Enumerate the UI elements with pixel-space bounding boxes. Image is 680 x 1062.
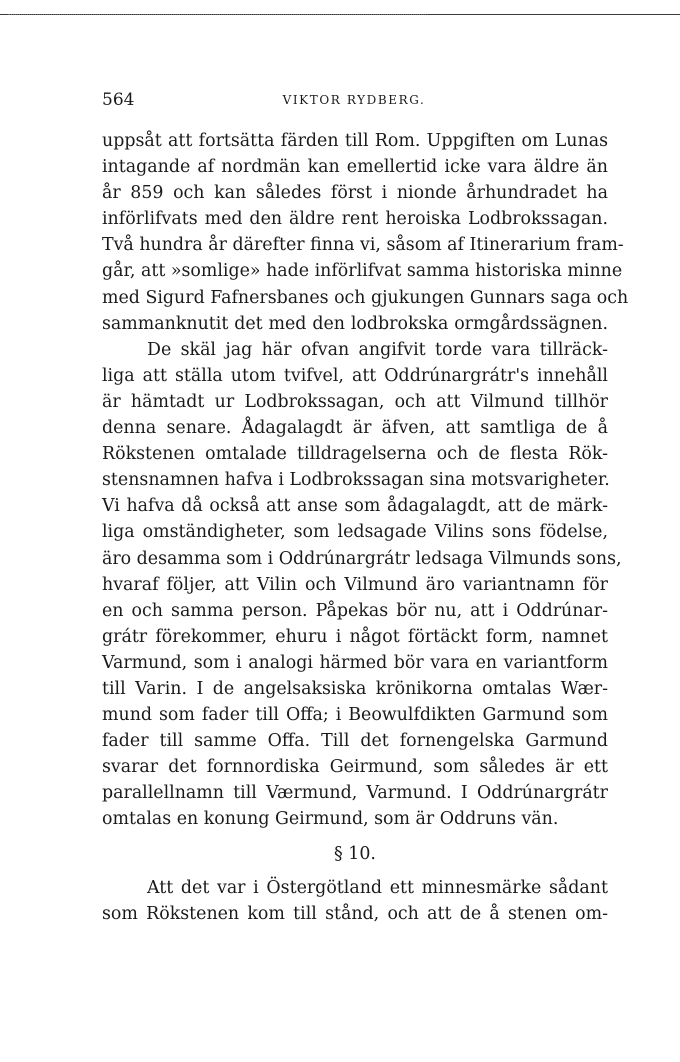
paragraph-1 — [102, 128, 629, 337]
text-line: införlifvats med den äldre rent heroiska Lodbrokssagan. — [102, 209, 608, 230]
text-line: liga att ställa utom tvifvel, att Oddrúnargrátr's innehåll — [102, 365, 608, 386]
text-line: äro desamma som i Oddrúnargrátr ledsaga Vilmunds sons, — [102, 548, 622, 569]
text-line: denna senare. Ådagalagdt är äfven, att samtliga de å — [102, 418, 608, 439]
text-line: omtalas en konung Geirmund, som är Oddruns vän. — [102, 809, 559, 830]
text-line: med Sigurd Fafnersbanes och gjukungen Gunnars saga och — [102, 287, 629, 308]
text-line: Att det var i Östergötland ett minnesmärke sådant — [147, 877, 608, 898]
text-line: De skäl jag här ofvan angifvit torde vara tillräck- — [147, 339, 608, 360]
text-line: uppsåt att fortsätta färden till Rom. Uppgiften om Lunas — [102, 131, 608, 151]
text-line: som Rökstenen kom till stånd, och att de å stenen om- — [102, 903, 608, 924]
top-rule-marks — [8, 10, 428, 15]
text-line: sammanknutit det med den lodbrokska ormgårdssägnen. — [102, 313, 608, 334]
text-line: stensnamnen hafva i Lodbrokssagan sina motsvarigheter. — [102, 470, 610, 491]
text-line: fader till samme Offa. Till det fornengelska Garmund — [102, 731, 608, 752]
page-body — [102, 128, 629, 927]
text-line: Varmund, som i analogi härmed bör vara en variantform — [102, 652, 608, 673]
paragraph-3 — [102, 875, 608, 927]
page-header — [102, 90, 606, 112]
text-line: parallellnamn till Værmund, Varmund. I Oddrúnargrátr — [102, 783, 608, 804]
text-line: Rökstenen omtalade tilldragelserna och de flesta Rök- — [102, 444, 608, 465]
text-line: är hämtadt ur Lodbrokssagan, och att Vilmund tillhör — [102, 391, 608, 412]
page-number: 564 — [102, 90, 135, 110]
text-line: år 859 och kan således först i nionde århundradet ha — [102, 183, 608, 204]
text-line: Vi hafva då också att anse som ådagalagdt, att de märk- — [102, 496, 608, 517]
running-head: VIKTOR RYDBERG. — [282, 93, 426, 107]
text-line: en och samma person. Påpekas bör nu, att i Oddrúnar- — [102, 600, 608, 621]
text-line: intagande af nordmän kan emellertid icke vara äldre än — [102, 157, 608, 178]
paragraph-2 — [102, 337, 622, 833]
text-line: mund som fader till Offa; i Beowulfdikten Garmund som — [102, 705, 608, 726]
text-line: till Varin. I de angelsaksiska krönikorna omtalas Wær- — [102, 678, 608, 699]
section-heading: § 10. — [334, 843, 376, 864]
text-line: Två hundra år därefter finna vi, såsom af Itinerarium fram- — [102, 235, 624, 256]
text-line: svarar det fornnordiska Geirmund, som således är ett — [102, 757, 608, 778]
text-line: grátr förekommer, ehuru i något förtäckt form, namnet — [102, 626, 608, 647]
text-line: hvaraf följer, att Vilin och Vilmund äro variantnamn för — [102, 574, 608, 595]
text-line: går, att »somlige» hade införlifvat samma historiska minne — [102, 261, 623, 282]
text-line: liga omständigheter, som ledsagade Vilins sons födelse, — [102, 522, 608, 543]
